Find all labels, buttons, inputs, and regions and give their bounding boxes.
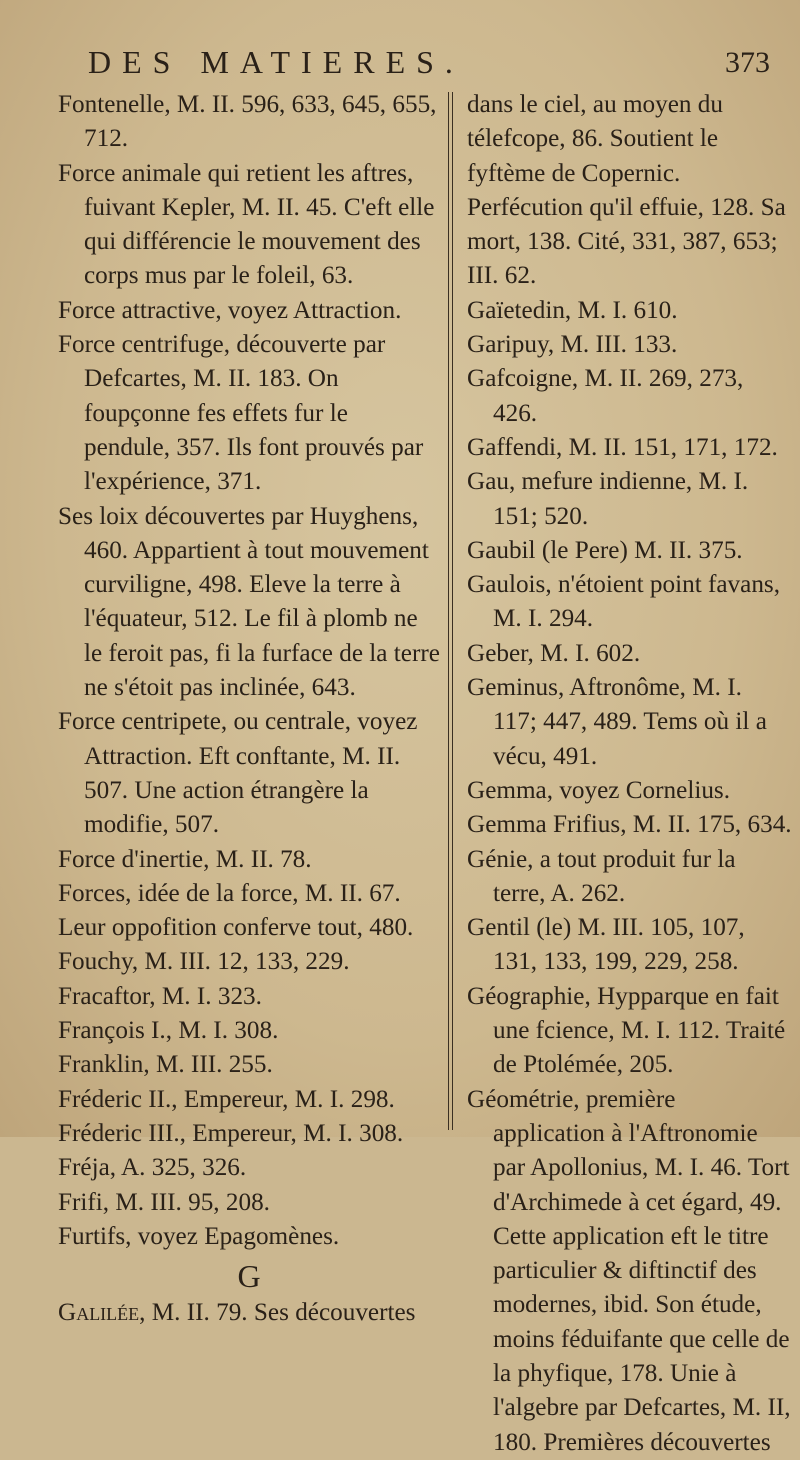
index-entry: Force centrifuge, découverte par Defcartes, M. II. 183. On foupçonne fes effets fur le pendule, 357. Ils font prouvés par l'expérience, 371.: [58, 331, 424, 496]
index-entry: Gentil (le) M. III. 105, 107, 131, 133, 199, 229, 258.: [467, 914, 745, 976]
entry-head-smallcaps: Galilée: [58, 1299, 140, 1327]
index-entry: Gau, mefure indienne, M. I. 151; 520.: [467, 468, 749, 530]
entry-text: , M. II. 79. Ses découvertes: [139, 1299, 416, 1327]
index-entry: Gemma, voyez Cornelius.: [467, 776, 731, 804]
index-entry: Force attractive, voyez Attraction.: [58, 296, 402, 324]
index-entry: Géographie, Hypparque en fait une fcience, M. I. 112. Traité de Ptolémée, 205.: [467, 982, 786, 1079]
index-entry: Ses loix découvertes par Huyghens, 460. Appartient à tout mouvement curviligne, 498. Eleve la terre à l'équateur, 512. Le fil à plomb ne le feroit pas, fi la furface de la terre ne s'étoit pas inclinée, 643.: [58, 502, 440, 702]
index-entry: Gaffendi, M. II. 151, 171, 172.: [467, 433, 778, 461]
index-entry: Garipuy, M. III. 133.: [467, 331, 678, 359]
index-entry: Force centripete, ou centrale, voyez Attraction. Eft conftante, M. II. 507. Une action étrangère la modifie, 507.: [58, 708, 418, 839]
index-entry: Fréderic II., Empereur, M. I. 298.: [58, 1085, 395, 1113]
index-entry: Geminus, Aftronôme, M. I. 117; 447, 489. Tems où il a vécu, 491.: [467, 674, 767, 770]
index-entry: Leur oppofition conferve tout, 480.: [58, 914, 414, 942]
index-entry: Fracaftor, M. I. 323.: [58, 982, 262, 1010]
index-entry: Gafcoigne, M. II. 269, 273, 426.: [467, 365, 744, 427]
index-entry: Gaïetedin, M. I. 610.: [467, 296, 678, 324]
index-entry: Gemma Frifius, M. II. 175, 634.: [467, 811, 792, 839]
column-divider: [448, 92, 453, 1130]
index-entry: Force d'inertie, M. II. 78.: [58, 845, 312, 873]
index-entry: [58, 1296, 440, 1330]
index-entry: Franklin, M. III. 255.: [58, 1051, 273, 1079]
index-entry: Fouchy, M. III. 12, 133, 229.: [58, 948, 350, 976]
running-head-title: DES MATIERES.: [88, 44, 464, 80]
index-entry: Génie, a tout produit fur la terre, A. 262.: [467, 845, 736, 907]
index-entry: Forces, idée de la force, M. II. 67.: [58, 879, 401, 907]
index-entry: Fréja, A. 325, 326.: [58, 1154, 247, 1182]
index-entry-continued: dans le ciel, au moyen du télefcope, 86. Soutient le fyftème de Copernic. Perfécution qu'il effuie, 128. Sa mort, 138. Cité, 331, 387, 653; III. 62.: [467, 91, 786, 290]
index-entry: Géométrie, première application à l'Aftronomie par Apollonius, M. I. 46. Tort d'Archimede à cet égard, 49. Cette application eft le titre particulier & diftinctif des modernes, ibid. Son étude, moins féduifante que celle de la phyfique, 178. Unie à l'algebre par Defcartes, M. II, 180. Premières découvertes: [467, 1085, 791, 1456]
left-column: [58, 88, 440, 1330]
index-entry: Frifi, M. III. 95, 208.: [58, 1188, 270, 1216]
page-number: 373: [725, 46, 770, 79]
running-head: [0, 44, 800, 84]
index-entry: Fontenelle, M. II. 596, 633, 645, 655, 712.: [58, 91, 437, 153]
index-entry: Geber, M. I. 602.: [467, 639, 641, 667]
index-entry: Gaubil (le Pere) M. II. 375.: [467, 536, 743, 564]
index-entry: Force animale qui retient les aftres, fuivant Kepler, M. II. 45. C'eft elle qui différencie le mouvement des corps mus par le foleil, 63.: [58, 159, 435, 290]
right-column: [467, 88, 792, 1460]
index-entry: Gaulois, n'étoient point favans, M. I. 294.: [467, 571, 781, 633]
index-entry: François I., M. I. 308.: [58, 1017, 279, 1045]
index-entry: Furtifs, voyez Epagomènes.: [58, 1222, 340, 1250]
section-letter: G: [237, 1258, 261, 1295]
index-entry: Fréderic III., Empereur, M. I. 308.: [58, 1119, 404, 1147]
